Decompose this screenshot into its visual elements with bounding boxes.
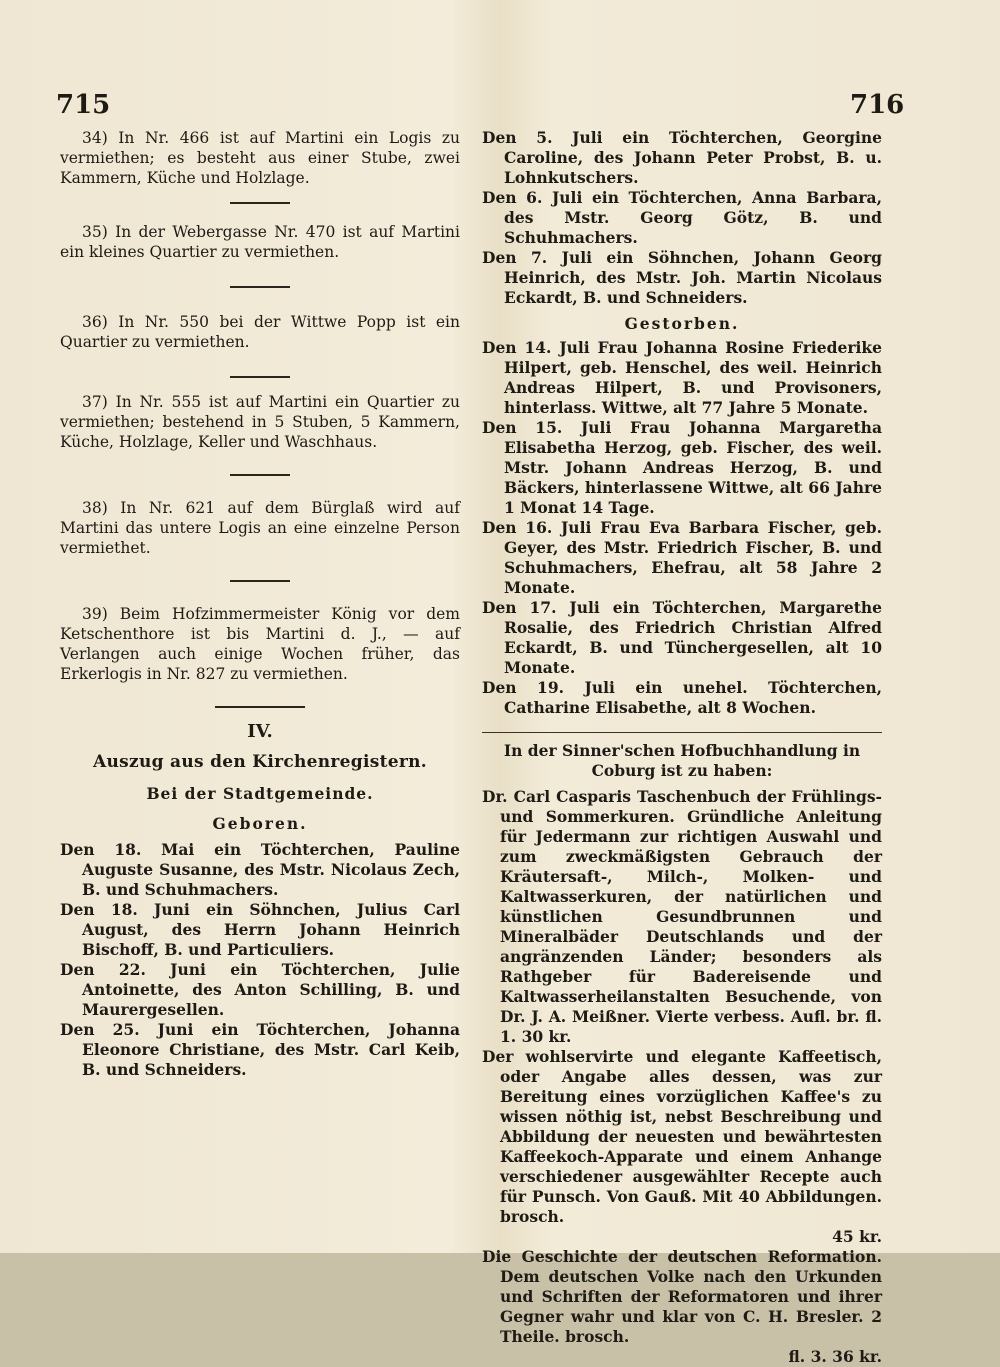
death-entry: Den 16. Juli Frau Eva Barbara Fischer, geb. Geyer, des Mstr. Friedrich Fischer, B. und Schuhmachers, Ehefrau, alt 58 Jahre 2 Monate.	[482, 518, 882, 597]
page-number-right: 716	[850, 90, 905, 120]
birth-entry: Den 22. Juni ein Töchterchen, Julie Antoinette, des Anton Schilling, B. und Maurergesellen.	[60, 960, 460, 1019]
birth-entry: Den 18. Mai ein Töchterchen, Pauline Auguste Susanne, des Mstr. Nicolaus Zech, B. und Schuhmachers.	[60, 840, 460, 899]
birth-entry: Den 7. Juli ein Söhnchen, Johann Georg Heinrich, des Mstr. Joh. Martin Nicolaus Eckardt, B. und Schneiders.	[482, 248, 882, 307]
separator	[230, 202, 290, 204]
section-rule	[482, 732, 882, 733]
birth-entry: Den 6. Juli ein Töchterchen, Anna Barbara, des Mstr. Georg Götz, B. und Schuhmachers.	[482, 188, 882, 247]
book-price: fl. 3. 36 kr.	[788, 1347, 882, 1366]
death-entry: Den 17. Juli ein Töchterchen, Margarethe Rosalie, des Friedrich Christian Alfred Eckardt, B. und Tünchergesellen, alt 10 Monate.	[482, 598, 882, 677]
separator	[230, 286, 290, 288]
death-entry: Den 14. Juli Frau Johanna Rosine Friederike Hilpert, geb. Henschel, des weil. Heinrich Andreas Hilpert, B. und Provisoners, hinterlass. Wittwe, alt 77 Jahre 5 Monate.	[482, 338, 882, 417]
subsection-heading: Bei der Stadtgemeinde.	[146, 784, 374, 803]
page-number-left: 715	[56, 90, 111, 120]
notice-38: 38) In Nr. 621 auf dem Bürglaß wird auf Martini das untere Logis an eine einzelne Person vermiethet.	[60, 499, 460, 557]
left-column	[60, 128, 460, 1080]
bookshop-heading: In der Sinner'schen Hofbuchhandlung in Coburg ist zu haben:	[503, 741, 861, 780]
book-listing: Dr. Carl Casparis Taschenbuch der Frühlings- und Sommerkuren. Gründliche Anleitung für Jedermann zur richtigen Auswahl und zum zweckmäßigsten Gebrauch der Kräutersaft-, Milch-, Molken- und Kaltwasserkuren, der natürlichen und künstlichen Gesundbrunnen und Mineralbäder Deutschlands und der angränzenden Länder; besonders als Rathgeber für Badereisende und Kaltwasserheilanstalten Besuchende, von Dr. J. A. Meißner. Vierte verbess. Aufl. br. fl. 1. 30 kr.	[482, 787, 882, 1046]
birth-entry: Den 5. Juli ein Töchterchen, Georgine Caroline, des Johann Peter Probst, B. u. Lohnkutschers.	[482, 128, 882, 187]
birth-entry: Den 18. Juni ein Söhnchen, Julius Carl August, des Herrn Johann Heinrich Bischoff, B. und Particuliers.	[60, 900, 460, 959]
notice-34: 34) In Nr. 466 ist auf Martini ein Logis zu vermiethen; es besteht aus einer Stube, zwei Kammern, Küche und Holzlage.	[60, 129, 460, 187]
book-listing: Der wohlservirte und elegante Kaffeetisch, oder Angabe alles dessen, was zur Bereitung eines vorzüglichen Kaffee's zu wissen nöthig ist, nebst Beschreibung und Abbildung der neuesten und bewährtesten Kaffeekoch-Apparate und einem Anhange verschiedener ausgewählter Recepte auch für Punsch. Von Gauß. Mit 40 Abbildungen. brosch.	[482, 1047, 882, 1226]
notice-37: 37) In Nr. 555 ist auf Martini ein Quartier zu vermiethen; bestehend in 5 Stuben, 5 Kammern, Küche, Holzlage, Keller und Waschhaus.	[60, 393, 460, 451]
separator	[230, 474, 290, 476]
section-title: Auszug aus den Kirchenregistern.	[92, 752, 428, 772]
book-listing: Die Geschichte der deutschen Reformation. Dem deutschen Volke nach den Urkunden und Schriften der Reformatoren und ihrer Gegner wahr und klar von C. H. Bresler. 2 Theile. brosch.	[482, 1247, 882, 1346]
notice-35: 35) In der Webergasse Nr. 470 ist auf Martini ein kleines Quartier zu vermiethen.	[60, 223, 460, 261]
notice-39: 39) Beim Hofzimmermeister König vor dem Ketschenthore ist bis Martini d. J., — auf Verlangen auch einige Wochen früher, das Erkerlogis in Nr. 827 zu vermiethen.	[60, 605, 460, 683]
separator	[215, 706, 305, 708]
separator	[230, 580, 290, 582]
separator	[230, 376, 290, 378]
right-column	[482, 128, 882, 1367]
death-entry: Den 15. Juli Frau Johanna Margaretha Elisabetha Herzog, geb. Fischer, des weil. Mstr. Johann Andreas Herzog, B. und Bäckers, hinterlassene Wittwe, alt 66 Jahre 1 Monat 14 Tage.	[482, 418, 882, 517]
section-number: IV.	[247, 721, 273, 742]
birth-entry: Den 25. Juni ein Töchterchen, Johanna Eleonore Christiane, des Mstr. Carl Keib, B. und Schneiders.	[60, 1020, 460, 1079]
births-heading: Geboren.	[212, 814, 308, 833]
death-entry: Den 19. Juli ein unehel. Töchterchen, Catharine Elisabethe, alt 8 Wochen.	[482, 678, 882, 717]
deaths-heading: Gestorben.	[624, 314, 740, 333]
notice-36: 36) In Nr. 550 bei der Wittwe Popp ist ein Quartier zu vermiethen.	[60, 313, 460, 351]
book-price: 45 kr.	[832, 1227, 882, 1246]
